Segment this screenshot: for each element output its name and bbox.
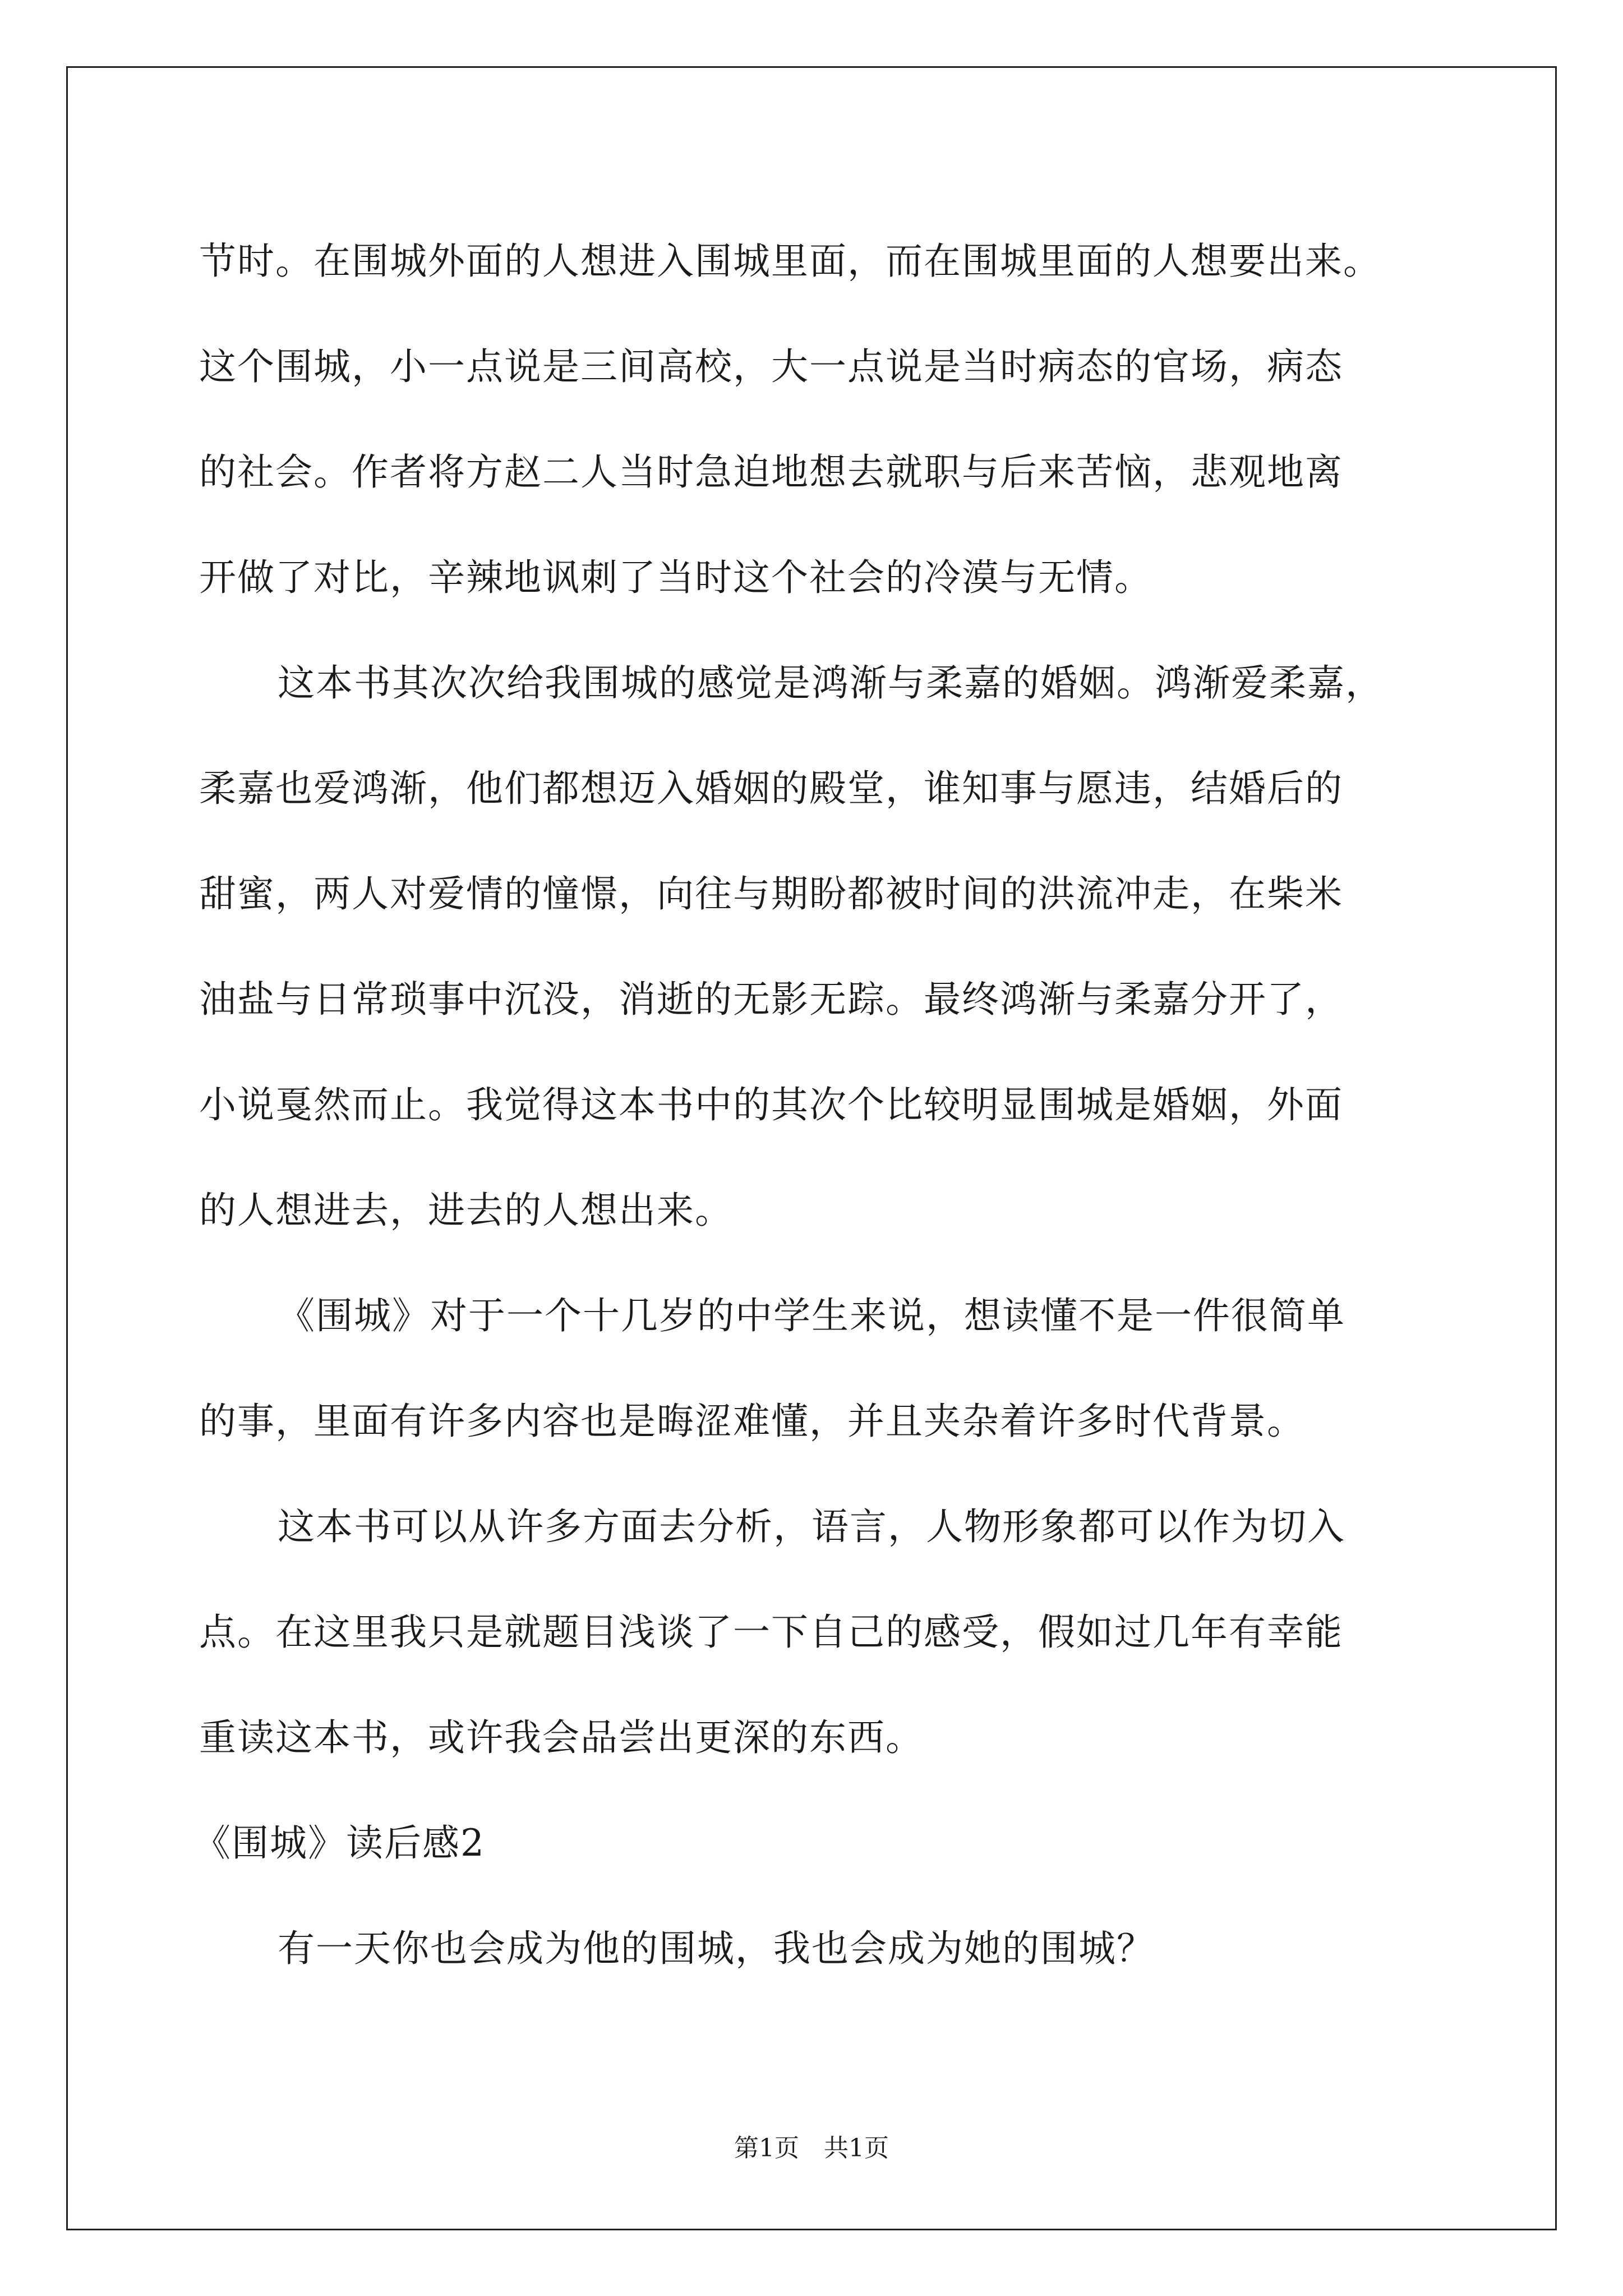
- text-line: 的社会。作者将方赵二人当时急迫地想去就职与后来苦恼，悲观地离: [199, 450, 1343, 494]
- paragraph-start-line: 这本书可以从许多方面去分析，语言，人物形象都可以作为切入: [278, 1505, 1345, 1548]
- text-line: 重读这本书，或许我会品尝出更深的东西。: [199, 1716, 924, 1759]
- text-line: 点。在这里我只是就题目浅谈了一下自己的感受，假如过几年有幸能: [199, 1611, 1343, 1654]
- text-line: 的人想进去，进去的人想出来。: [199, 1189, 733, 1232]
- text-line: 小说戛然而止。我觉得这本书中的其次个比较明显围城是婚姻，外面: [199, 1083, 1343, 1126]
- text-line: 开做了对比，辛辣地讽刺了当时这个社会的冷漠与无情。: [199, 556, 1152, 599]
- paragraph-start-line: 有一天你也会成为他的围城，我也会成为她的围城？: [278, 1927, 1155, 1970]
- paragraph-start-line: 这本书其次次给我围城的感觉是鸿渐与柔嘉的婚姻。鸿渐爱柔嘉，: [278, 661, 1384, 705]
- document-body: [193, 209, 1433, 2001]
- text-line: 柔嘉也爱鸿渐，他们都想迈入婚姻的殿堂，谁知事与愿违，结婚后的: [199, 767, 1343, 810]
- page-footer: 第1页 共1页: [734, 2134, 889, 2162]
- section-heading: 《围城》读后感2: [193, 1821, 485, 1865]
- text-line: 的事，里面有许多内容也是晦涩难懂，并且夹杂着许多时代背景。: [199, 1400, 1305, 1443]
- text-line: 甜蜜，两人对爱情的憧憬，向往与期盼都被时间的洪流冲走，在柴米: [199, 872, 1343, 915]
- text-line: 节时。在围城外面的人想进入围城里面，而在围城里面的人想要出来。: [199, 240, 1381, 283]
- text-line: 这个围城，小一点说是三间高校，大一点说是当时病态的官场，病态: [199, 345, 1343, 388]
- paragraph-start-line: 《围城》对于一个十几岁的中学生来说，想读懂不是一件很简单: [278, 1294, 1345, 1337]
- text-line: 油盐与日常琐事中沉没，消逝的无影无踪。最终鸿渐与柔嘉分开了，: [199, 978, 1343, 1021]
